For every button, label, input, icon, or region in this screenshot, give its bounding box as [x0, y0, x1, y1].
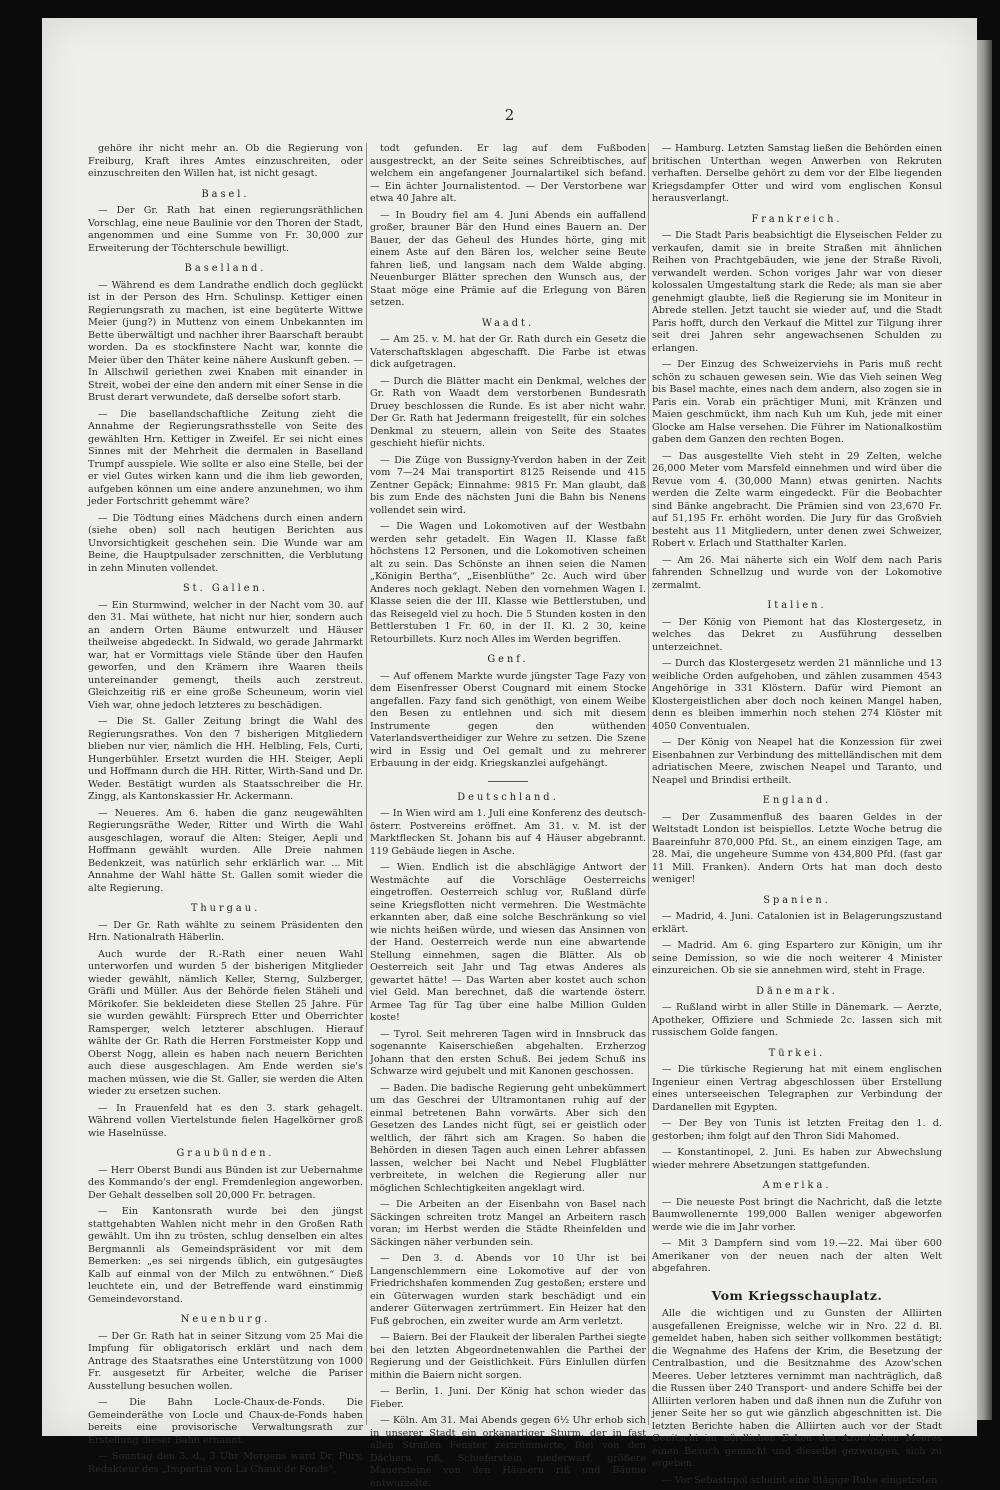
article-paragraph: — Madrid, 4. Juni. Catalonien ist in Belagerungszustand erklärt.	[652, 911, 942, 935]
article-paragraph: — Neueres. Am 6. haben die ganz neugewählten Regierungsräthe Weder, Ritter und Wirth die Wahl ausgeschlagen, worauf die Alten: Steiger, Aepli und Hoffmann gewählt wurden. Alle Dreie nahmen Bedenkzeit, was natürlich sehr erklärlich war. ... Mit Annahme der Wahl hätte St. Gallen somit wieder die alte Regierung.	[88, 807, 363, 894]
column-rule	[648, 143, 649, 1425]
column-1	[88, 143, 363, 1475]
article-paragraph: — Der Zusammenfluß des baaren Geldes in der Weltstadt London ist beispiellos. Letzte Woche betrug die Baareinfuhr 870,000 Pfd. St., an einem einzigen Tage, am 28. Mai, die ungeheure Summe von 434,800 Pfd. (fast gar 11 Mill. Franken). Andern Orts hat man doch desto weniger!	[652, 811, 942, 885]
article-paragraph: — Der Gr. Rath hat in seiner Sitzung vom 25 Mai die Impfung für obligatorisch erklärt und nach dem Antrage des Staatsrathes eine Unterstützung von 1000 Fr. ausgesetzt für Arbeiter, welche die Pariser Ausstellung besuchen wollen.	[88, 1330, 363, 1392]
newspaper-page	[42, 18, 977, 1489]
article-paragraph: — Baiern. Bei der Flaukeit der liberalen Parthei siegte bei den letzten Abgeordnetenwahlen die Parthei der Regierung und der Geistlichkeit. Fürs Einlullen dürfen mithin die Baiern nicht sorgen.	[370, 1332, 646, 1381]
article-paragraph: — Der König von Piemont hat das Klostergesetz, in welches das Dekret zu Ausführung desselben unterzeichnet.	[652, 616, 942, 653]
article-paragraph: — Baden. Die badische Regierung geht unbekümmert um das Geschrei der Ultramontanen ruhig auf der einmal betretenen Bahn vorwärts. Aber sich den Gesetzen des Landes nicht fügt, sei er geistlich oder weltlich, der fährt sich am Kragen. So haben die Behörden in diesen Tagen auch einen Lehrer abfassen lassen, welcher bei Nacht und Nebel Flugblätter verbreitete, in welchen die Regierung aller nur möglichen Schlechtigkeiten angeklagt wird.	[370, 1082, 646, 1194]
article-paragraph: — Die Tödtung eines Mädchens durch einen andern (siehe oben) soll nach heutigen Berichten aus Unvorsichtigkeit geschehen sein. Die Wunde war am Beine, die Hauptpulsader zerschnitten, die Verblutung in zehn Minuten vollendet.	[88, 512, 363, 574]
article-paragraph: — Die Wagen und Lokomotiven auf der Westbahn werden sehr getadelt. Ein Wagen II. Klasse faßt höchstens 12 Personen, und die Lokomotiven scheinen alt zu sein. Das Schönste an ihnen seien die Namen „Königin Bertha“, „Eisenblüthe“ 2c. Auch wird über Anderes noch geklagt. Neben den vornehmen Wagen I. Klasse seien die der III. Klasse wie Bettlerstuben, und das Reisegeld viel zu hoch. Die 5 Stunden kosten in den Bettlerstuben 1 Fr. 60, in der II. Kl. 2 30, keine Retourbillets. Kurz noch Alles im Werden begriffen.	[370, 521, 646, 645]
article-paragraph: — Herr Oberst Bundi aus Bünden ist zur Uebernahme des Kommando's der engl. Fremdenlegion angeworben. Der Gehalt desselben soll 20,000 Fr. betragen.	[88, 1164, 363, 1201]
article-paragraph: — Durch die Blätter macht ein Denkmal, welches der Gr. Rath von Waadt dem verstorbenen Bundesrath Druey beschlossen die Runde. Es ist aber nicht wahr. Der Gr. Rath hat Jedermann freigestellt, für ein solches Denkmal zu steuern, allein von Seite des Staates geschieht hiefür nichts.	[370, 375, 646, 449]
article-paragraph: — Der Gr. Rath wählte zu seinem Präsidenten den Hrn. Nationalrath Häberlin.	[88, 919, 363, 943]
article-paragraph: — Den 3. d. Abends vor 10 Uhr ist bei Langenschlemmern eine Lokomotive auf der von Friedrichshafen kommenden Zug gestoßen; erstere und ein Güterwagen wurden stark beschädigt und ein anderer Güterwagen zertrümmert. Ein Heizer hat den Fuß gebrochen, ein zweiter wurde am Arm verletzt.	[370, 1253, 646, 1327]
article-paragraph: — Vor Sebastopol scheint eine 8tägige Ruhe eingetreten	[662, 1474, 938, 1486]
article-paragraph: — Ein Sturmwind, welcher in der Nacht vom 30. auf den 31. Mai wüthete, hat nicht nur hier, sondern auch an andern Orten Bäume entwurzelt und Häuser theilweise abgedeckt. In Sidwald, wo gerade Jahrmarkt war, hat er Vormittags viele Stände über den Haufen geworfen, und den Krämern ihre Waaren theils untereinander gemengt, theils auch zerstreut. Gleichzeitig riß er eine große Scheuneum, worin viel Vieh war, ohne jedoch letzteres zu beschädigen.	[88, 599, 363, 711]
section-heading: Frankreich.	[751, 213, 843, 225]
article-paragraph: — Rußland wirbt in aller Stille in Dänemark. — Aerzte, Apotheker, Offiziere und Schmiede 2c. lassen sich mit russischem Golde fangen.	[652, 1002, 942, 1038]
article-paragraph: — Sonntag den 3. d., 3 Uhr Morgens ward Dr. Pury, Redakteur des „Impartial von La Chaux de Fonds“,	[88, 1451, 363, 1475]
article-paragraph: — Wien. Endlich ist die abschlägige Antwort der Westmächte auf die Vorschläge Oesterreichs eingetroffen. Oesterreich schlug vor, Rußland dürfe seine Kriegsflotten nicht vermehren. Die Westmächte erkannten aber, daß eine solche Beschränkung so viel wie nichts heißen würde, und wiesen das Ansinnen von der Hand. Oesterreich werde nun eine abwartende Stellung einnehmen, sagen die Blätter. Als ob Oesterreich seit Jahr und Tag etwas Anderes als gewartet hätte! — Das Warten aber kostet auch schon viel Geld. Man berechnet, daß die wartende österr. Armee Tag für Tag über eine halbe Million Gulden koste!	[370, 862, 646, 1023]
article-paragraph: — Auf offenem Markte wurde jüngster Tage Fazy von dem Eisenfresser Oberst Cougnard mit einem Stocke angefallen. Fazy fand sich genöthigt, von einem Weibe den Besen zu entlehnen und sich mit diesem Instrumente gegen den wüthenden Vaterlandsvertheidiger zur Wehre zu setzen. Die Szene wird in Essig und Oel gemalt und zu mehrerer Erbauung in der eidg. Kriegskanzlei aufgehängt.	[370, 670, 646, 769]
article-paragraph: todt gefunden. Er lag auf dem Fußboden ausgestreckt, an der Seite seines Schreibtisches, auf welchem ein angefangener Journalartikel sich befand. — Ein ächter Journalistentod. — Der Verstorbene war etwa 40 Jahre alt.	[370, 143, 646, 204]
article-paragraph: — In Wien wird am 1. Juli eine Konferenz des deutsch-österr. Postvereins eröffnet. Am 31. v. M. ist der Marktflecken St. Johann bis auf 4 Häuser abgebrannt. 119 Gebäude liegen in Asche.	[370, 808, 646, 857]
article-paragraph: — Am 25. v. M. hat der Gr. Rath durch ein Gesetz die Vaterschaftsklagen abgeschafft. Die Farbe ist etwas dick aufgetragen.	[370, 334, 646, 370]
article-paragraph: — Die neueste Post bringt die Nachricht, daß die letzte Baumwollenernte 199,000 Ballen weniger abgeworfen werde wie die im Jahr vorher.	[652, 1196, 942, 1233]
article-paragraph: — Köln. Am 31. Mai Abends gegen 6½ Uhr erhob sich in unserer Stadt ein orkanartiger Sturm, der in fast allen Straßen Fenster zertrümmerte, Blei von den Dächern riß, Schieferstein niederwarf, größere Mauersteine von den Häusern riß und Bäume entwurzelte.	[370, 1415, 646, 1489]
column-rule	[366, 143, 367, 1425]
section-separator	[488, 781, 528, 782]
section-heading: England.	[762, 795, 832, 806]
article-paragraph: — Tyrol. Seit mehreren Tagen wird in Innsbruck das sogenannte Kaiserschießen abgehalten. Erzherzog Johann that den ersten Schuß. Bei jedem Schuß ins Schwarze wird gejubelt und mit Kanonen geschossen.	[370, 1028, 646, 1077]
article-paragraph: — Berlin, 1. Juni. Der König hat schon wieder das Fieber.	[370, 1386, 646, 1410]
article-paragraph: — In Boudry fiel am 4. Juni Abends ein auffallend großer, brauner Bär den Hund eines Bauern an. Der Bauer, der das Geheul des Hundes hörte, ging mit einem Aste auf den Bären los, welcher seine Beute fahren ließ, und langsam nach dem Walde abging. Neuenburger Blätter sprechen den Wunsch aus, der Staat möge eine Prämie auf die Erlegung von Bären setzen.	[370, 209, 646, 308]
article-paragraph: Auch wurde der R.-Rath einer neuen Wahl unterworfen und wurden 5 der bisherigen Mitglieder wieder gewählt, nämlich Keller, Sterng, Sulzberger, Gräfli und Müller. Aus der Behörde fielen Stäheli und Mörikofer. Sie bekleideten diese Stellen 25 Jahre. Für sie wurden gewählt: Fürsprech Etter und Oberrichter Ramsperger, welch letzterer abschlugen. Hierauf wählte der Gr. Rath die Herren Forstmeister Kopp und Oberst Nogg, allein es haben nach neuern Berichten auch diese ausgeschlagen. Am Ende werden sie's machen müssen, wie die St. Galler, sie werden die Alten wieder zu ersetzen suchen.	[88, 948, 363, 1097]
section-heading: Thurgau.	[190, 903, 261, 914]
section-heading: Türkei.	[768, 1047, 826, 1059]
article-paragraph: — Die Stadt Paris beabsichtigt die Elyseischen Felder zu verkaufen, damit sie in breite Straßen mit ähnlichen Reihen von Prachtgebäuden, wie jene der Straße Rivoli, verwandelt werden. Schon voriges Jahr war von dieser kolossalen Umgestaltung stark die Rede; als man sie aber genehmigt glaubte, ließ die Regierung sie im Moniteur in Abrede stellen. Jetzt taucht sie wieder auf, und die Stadt Paris hofft, durch den Verkauf die Mittel zur Tilgung ihrer seit drei Jahren sehr angewachsenen Schulden zu erlangen.	[652, 230, 942, 354]
column-3	[652, 143, 942, 1486]
article-paragraph: — Das ausgestellte Vieh steht in 29 Zelten, welche 26,000 Meter vom Marsfeld einnehmen und wird über die Revue vom 4. (30,000 Mann) etwas genirten. Nachts werden die Zelte warm eingedeckt. Für die Beobachter sind Bänke angebracht. Die Prämien sind von 23,670 Fr. auf 51,195 Fr. erhöht worden. Die Jury für das Großvieh besteht aus 11 Mitgliedern, unter denen zwei Schweizer, Robert v. Erlach und Statthalter Karlen.	[652, 450, 942, 549]
article-paragraph: — Die Arbeiten an der Eisenbahn von Basel nach Säckingen schreiten trotz Mangel an Arbeitern rasch voran; im Herbst werden die Städte Rheinfelden und Säckingen näher verbunden sein.	[370, 1199, 646, 1248]
article-paragraph: — Der König von Neapel hat die Konzession für zwei Eisenbahnen zur Verbindung des mittelländischen mit dem adriatischen Meere, zwischen Neapel und Taranto, und Neapel und Brindisi ertheilt.	[652, 737, 942, 786]
section-heading: Baselland.	[184, 263, 267, 274]
article-paragraph: — Madrid. Am 6. ging Espartero zur Königin, um ihr seine Demission, so wie die noch weiterer 4 Minister einzureichen. Ob sie sie annehmen wird, steht in Frage.	[652, 940, 942, 976]
article-paragraph: — Ein Kantonsrath wurde bei den jüngst stattgehabten Wahlen nicht mehr in den Großen Rath gewählt. Um ihn zu trösten, schlug denselben ein altes Bergmannli als Gemeindspräsident vor mit dem Bemerken: „es sei nirgends üblich, ein gutgesäugtes Kalb auf einmal von der Milch zu entwöhnen.“ Dieß leuchtete ein, und der Betreffende ward einstimmig Gemeindevorstand.	[88, 1206, 363, 1305]
section-heading: Italien.	[767, 600, 827, 611]
article-paragraph: — Während es dem Landrathe endlich doch geglückt ist in der Person des Hrn. Schulinsp. Kettiger einen Regierungsrath zu machen, ist eine begüterte Wittwe Meier (jung?) in Muttenz von einem Unbekannten im Bette überwältigt und nachher ihrer Baarschaft beraubt worden. Da es stockfinstere Nacht war, konnte die Meier über den Thäter keine nähere Auskunft geben. — In Allschwil geriethen zwei Knaben mit einander in Streit, wobei der eine den andern mit einer Sense in die Brust derart verwundete, daß derselbe sofort starb.	[88, 279, 363, 403]
article-paragraph: — Die Bahn Locle-Chaux-de-Fonds. Die Gemeinderäthe von Locle und Chaux-de-Fonds haben bereits eine provisorische Verwaltungsrath zur Erstellung dieser Bahn ernannt.	[88, 1397, 363, 1446]
article-paragraph: — In Frauenfeld hat es den 3. stark gehagelt. Während vollen Viertelstunde fielen Hagelkörner groß wie Haselnüsse.	[88, 1102, 363, 1139]
column-2	[370, 143, 646, 1489]
section-heading: Dänemark.	[756, 985, 838, 997]
article-paragraph: — Der Bey von Tunis ist letzten Freitag den 1. d. gestorben; ihm folgt auf den Thron Sidi Mahomed.	[652, 1118, 942, 1142]
article-paragraph: — Die St. Galler Zeitung bringt die Wahl des Regierungsrathes. Von den 7 bisherigen Mitgliedern blieben nur vier, nämlich die HH. Helbling, Fels, Curti, Hungerbühler. Ersetzt wurden die HH. Steiger, Aepli und Hoffmann durch die HH. Ritter, Wirth-Sand und Dr. Weder. Bestätigt wurden als Staatsschreiber die Hr. Zingg, als Kantonskassier Hr. Ackermann.	[88, 716, 363, 802]
article-paragraph: — Am 26. Mai näherte sich ein Wolf dem nach Paris fahrenden Schnellzug und wurde von der Lokomotive zermalmt.	[652, 554, 942, 591]
article-paragraph: — Konstantinopel, 2. Juni. Es haben zur Abwechslung wieder mehrere Absetzungen stattgefunden.	[652, 1147, 942, 1171]
section-heading: Genf.	[487, 654, 529, 665]
article-paragraph: — Durch das Klostergesetz werden 21 männliche und 13 weibliche Orden aufgehoben, und zählen zusammen 4543 Angehörige in 331 Klöstern. Dafür wird Piemont an Klostergeistlichen aber doch noch keinen Mangel haben, denn es bleiben immerhin noch stehen 274 Klöster mit 4050 Conventualen.	[652, 658, 942, 732]
article-paragraph: — Die Züge von Bussigny-Yverdon haben in der Zeit vom 7—24 Mai transportirt 8125 Reisende und 415 Zentner Gepäck; Einnahme: 9815 Fr. Man glaubt, daß bis zum Ende des nächsten Juni die Bahn bis Nenens vollendet sein wird.	[370, 454, 646, 516]
section-heading: Graubünden.	[176, 1148, 275, 1159]
section-heading: St. Gallen.	[182, 583, 269, 594]
section-heading: Waadt.	[481, 317, 535, 329]
article-paragraph: — Die türkische Regierung hat mit einem englischen Ingenieur einen Vertrag abgeschlossen über Erstellung eines unterseeischen Telegraphen zur Verbindung der Dardanellen mit Egypten.	[652, 1064, 942, 1113]
section-heading: Vom Kriegsschauplatz.	[711, 1287, 883, 1303]
page-number: 2	[504, 106, 515, 124]
article-paragraph: — Hamburg. Letzten Samstag ließen die Behörden einen britischen Unterthan wegen Anwerben von Rekruten verhaften. Derselbe gehört zu dem vor der Elbe liegenden Kriegsdampfer Otter und wird vom englischen Konsul herausverlangt.	[652, 143, 942, 204]
article-paragraph: — Der Gr. Rath hat einen regierungsräthlichen Vorschlag, eine neue Baulinie vor den Thoren der Stadt, angenommen und eine Summe von Fr. 30,000 zur Erweiterung der Töchterschule bewilligt.	[88, 205, 363, 254]
article-paragraph: — Der Einzug des Schweizerviehs in Paris muß recht schön zu schauen gewesen sein. Wie das Vieh seinen Weg bis Basel machte, eines nach dem andern, also zogen sie in Paris ein. Vorab ein prächtiger Muni, mit Kränzen und Maien geschmückt, ihm nach Kuh um Kuh, jede mit einer Glocke am Halse versehen. Die Führer im Nationalkostüm gaben dem Ganzen den rechten Bogen.	[652, 359, 942, 445]
section-heading: Spanien.	[763, 894, 831, 906]
article-paragraph: gehöre ihr nicht mehr an. Ob die Regierung von Freiburg, Kraft ihres Amtes einzuschreiten, oder einzuschreiten den Willen hat, ist nicht gesagt.	[88, 143, 363, 179]
section-heading: Basel.	[201, 188, 250, 200]
article-paragraph: — Die basellandschaftliche Zeitung zieht die Annahme der Regierungsrathsstelle von Seite des gewählten Hrn. Kettiger in Zweifel. Er sei nicht eines Sinnes mit der Mehrheit die dermalen in Baselland Trumpf ausspiele. Wie sollte er also eine Stelle, bei der er viel Gutes wirken kann und die ihm lieb geworden, aufgeben können um eine andere anzunehmen, wo ihm jeder Fortschritt gehemmt wäre?	[88, 408, 363, 507]
section-heading: Deutschland.	[457, 791, 559, 803]
article-paragraph: Alle die wichtigen und zu Gunsten der Alliirten ausgefallenen Ereignisse, welche wir in Nro. 22 d. Bl. gemeldet haben, haben sich seither vollkommen bestätigt; die Wegnahme des Hafens der Krim, die Besetzung der Centralbastion, und die Besitznahme des Azow'schen Meeres. Ueber letzteres vernimmt man nachträglich, daß die Russen über 240 Transport- und andere Schiffe bei der Alliirten verloren haben und daß ihnen nun die Zufuhr von jener Seite her so gut wie gänzlich abgeschnitten ist. Die letzten Berichte haben die Alliirten auch vor der Stadt Genitschi im nördlichen Ecken des Azow'schen Meeres einen Besuch gemacht und dieselbe gezwungen, sich zu ergeben.	[652, 1308, 942, 1469]
article-paragraph: — Mit 3 Dampfern sind vom 19.—22. Mai über 600 Amerikaner von der neuen nach der alten Welt abgefahren.	[652, 1238, 942, 1274]
section-heading: Neuenburg.	[180, 1314, 271, 1325]
section-heading: Amerika.	[762, 1180, 832, 1191]
